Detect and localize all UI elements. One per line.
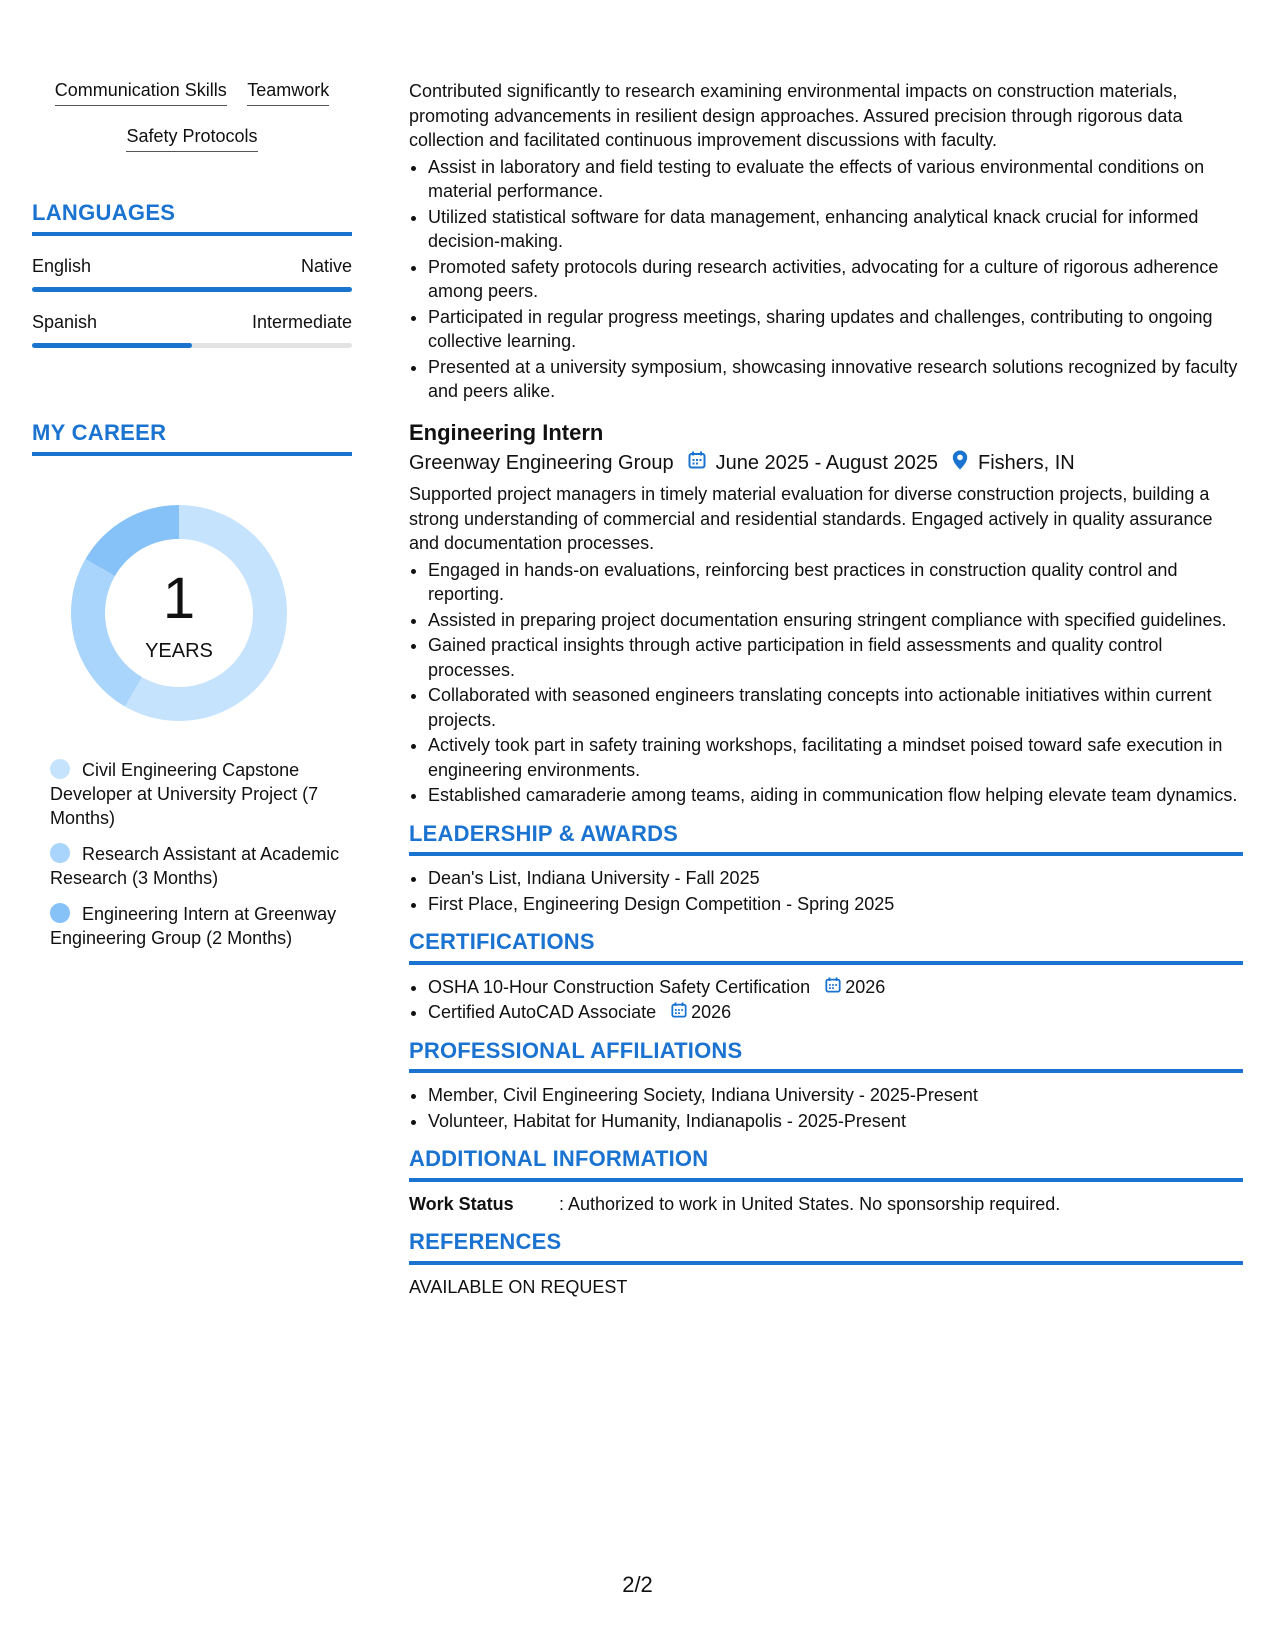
- legend-label: Research Assistant at Academic Research (3 Months): [50, 844, 340, 888]
- career-donut-chart: [64, 498, 294, 728]
- leadership-list: [409, 866, 1243, 916]
- affiliations-heading: PROFESSIONAL AFFILIATIONS: [409, 1039, 1243, 1074]
- career-legend: [50, 758, 340, 950]
- list-item: • Promoted safety protocols during research activities, advocating for a culture of rigorous adherence among peers.: [428, 255, 1243, 304]
- list-item: • Member, Civil Engineering Society, Indiana University - 2025-Present: [428, 1083, 1243, 1108]
- intern-summary: Supported project managers in timely material evaluation for diverse construction projects, building a strong understanding of commercial and residential standards. Engaged actively in quality assurance and documentation processes.: [409, 484, 1213, 553]
- additional-info-heading: ADDITIONAL INFORMATION: [409, 1147, 1243, 1182]
- career-total-years: 1: [162, 566, 196, 631]
- list-item: [428, 975, 1243, 1000]
- leadership-heading: LEADERSHIP & AWARDS: [409, 822, 1243, 857]
- language-proficiency-fill: [32, 287, 352, 292]
- list-item: • First Place, Engineering Design Competition - Spring 2025: [428, 892, 1243, 917]
- page-number: 2/2: [622, 1572, 653, 1597]
- right-column: [409, 79, 1243, 1299]
- list-item: • Presented at a university symposium, showcasing innovative research solutions recognized by faculty and peers alike.: [428, 355, 1243, 404]
- intern-bullets: [409, 558, 1243, 808]
- language-item: [32, 312, 352, 348]
- legend-item: [50, 902, 340, 950]
- job-title: Engineering Intern: [409, 419, 604, 445]
- references-heading: REFERENCES: [409, 1230, 1243, 1265]
- list-item: • Dean's List, Indiana University - Fall 2025: [428, 866, 1243, 891]
- list-item: • Actively took part in safety training workshops, facilitating a mindset poised toward safe execution in engineering environments.: [428, 733, 1243, 782]
- certification-year: 2026: [691, 1002, 732, 1022]
- list-item: • Utilized statistical software for data management, enhancing analytical knack crucial for informed decision-making.: [428, 205, 1243, 254]
- left-column: [32, 80, 352, 962]
- work-status-label: Work Status: [409, 1193, 514, 1214]
- legend-dot: [50, 843, 70, 863]
- legend-item: [50, 758, 340, 830]
- work-status-row: [409, 1192, 1243, 1217]
- certification-name: OSHA 10-Hour Construction Safety Certification: [428, 976, 811, 997]
- job-dates: June 2025 - August 2025: [715, 451, 939, 474]
- list-item: • Assisted in preparing project documentation ensuring stringent compliance with specified guidelines.: [428, 608, 1243, 633]
- skill-tag: Communication Skills: [55, 80, 227, 106]
- legend-label: Engineering Intern at Greenway Engineering Group (2 Months): [50, 904, 337, 948]
- list-item: [428, 1000, 1243, 1025]
- list-item: • Assist in laboratory and field testing to evaluate the effects of various environmental conditions on material performance.: [428, 155, 1243, 204]
- skill-tag: Safety Protocols: [126, 126, 257, 152]
- legend-dot: [50, 903, 70, 923]
- legend-item: [50, 842, 340, 890]
- list-item: • Gained practical insights through active participation in field assessments and quality control processes.: [428, 633, 1243, 682]
- language-level: Intermediate: [251, 312, 352, 332]
- certifications-list: [409, 975, 1243, 1025]
- certifications-heading: CERTIFICATIONS: [409, 930, 1243, 965]
- job-meta: [409, 450, 1243, 477]
- language-name: English: [32, 256, 92, 276]
- language-proficiency-fill: [32, 343, 192, 348]
- location-pin-icon: [952, 450, 968, 477]
- language-level: Native: [300, 256, 352, 276]
- certification-name: Certified AutoCAD Associate: [428, 1002, 657, 1022]
- calendar-icon: [688, 451, 706, 476]
- references-text: AVAILABLE ON REQUEST: [409, 1276, 628, 1297]
- legend-label: Civil Engineering Capstone Developer at University Project (7 Months): [50, 760, 319, 828]
- skill-tag: Teamwork: [247, 80, 329, 106]
- research-bullets: [409, 155, 1243, 404]
- languages-heading: LANGUAGES: [32, 200, 352, 236]
- legend-dot: [50, 759, 70, 779]
- language-proficiency-bar: [32, 343, 352, 348]
- work-status-value: : Authorized to work in United States. No sponsorship required.: [559, 1193, 1061, 1214]
- list-item: • Engaged in hands-on evaluations, reinforcing best practices in construction quality control and reporting.: [428, 558, 1243, 607]
- language-item: [32, 256, 352, 292]
- skills-list: [32, 80, 352, 172]
- list-item: • Volunteer, Habitat for Humanity, Indianapolis - 2025-Present: [428, 1109, 1243, 1134]
- list-item: • Established camaraderie among teams, aiding in communication flow helping elevate team dynamics.: [428, 783, 1243, 808]
- language-proficiency-bar: [32, 287, 352, 292]
- career-heading: MY CAREER: [32, 420, 352, 456]
- career-years-label: YEARS: [145, 640, 213, 662]
- language-name: Spanish: [32, 312, 98, 332]
- calendar-icon: [825, 975, 845, 1000]
- calendar-icon: [671, 1000, 691, 1025]
- list-item: • Participated in regular progress meetings, sharing updates and challenges, contributing to ongoing collective learning.: [428, 305, 1243, 354]
- certification-year: 2026: [845, 976, 886, 997]
- company-name: Greenway Engineering Group: [409, 451, 674, 474]
- affiliations-list: [409, 1083, 1243, 1133]
- job-location: Fishers, IN: [978, 451, 1075, 474]
- list-item: • Collaborated with seasoned engineers translating concepts into actionable initiatives within current projects.: [428, 683, 1243, 732]
- research-summary: Contributed significantly to research examining environmental impacts on construction materials, promoting advancements in resilient design approaches. Assured precision through rigorous data collection and facilitated continuous improvement discussions with faculty.: [409, 81, 1183, 150]
